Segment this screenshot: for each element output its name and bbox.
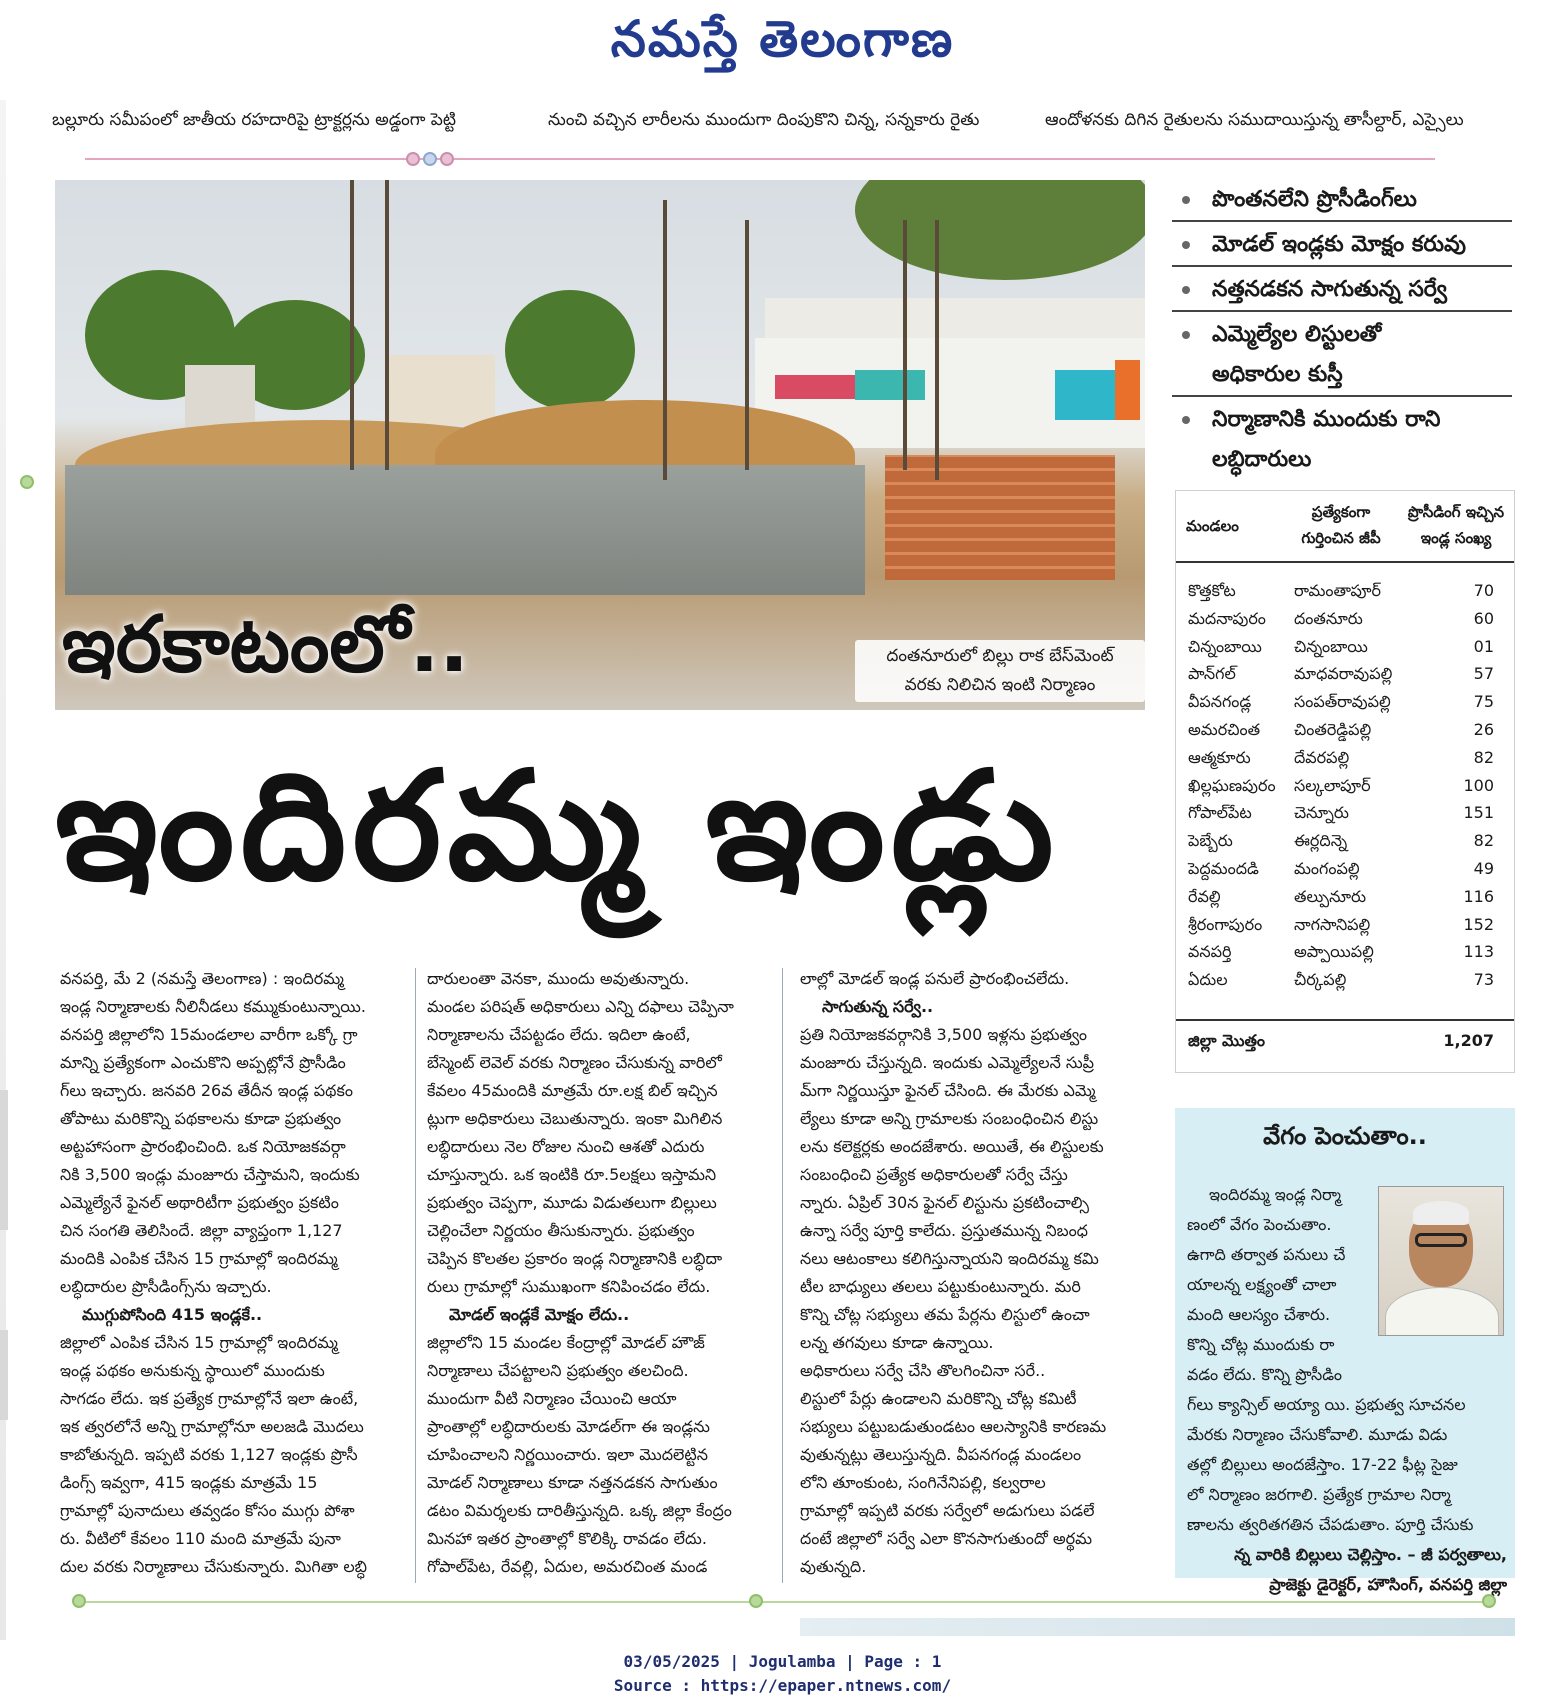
table-cell-count: 26 [1473, 720, 1494, 739]
article-line: ట్లుగా అధికారులు చెబుతున్నారు. ఇంకా మిగిలిన [427, 1109, 723, 1128]
photo-steel-rod [935, 220, 939, 480]
table-header-gp-line1: ప్రత్యేకంగా [1311, 503, 1371, 521]
table-cell-gp: ఈర్లదిన్నె [1294, 831, 1348, 851]
table-row [1176, 942, 1514, 970]
quote-body [1187, 1180, 1507, 1600]
quote-line: మేరకు నిర్మాణం చేసుకోవాలి. మూడు విడు [1187, 1425, 1448, 1444]
table-row [1176, 637, 1514, 665]
article-line: గ్రామాల్లో పునాదులు తవ్వడం కోసం ముగ్గు పోశా [60, 1501, 355, 1520]
table-header-gp-line2: గుర్తించిన జీపీ [1301, 529, 1381, 547]
article-column-2 [427, 965, 763, 1581]
highlight-item: నత్తనడకన సాగుతున్న సర్వే [1172, 270, 1512, 312]
article-line: లన్న తగవులు కూడా ఉన్నాయి. [800, 1333, 994, 1352]
quote-line: న్న వారికి బిల్లులు చెల్లిస్తాం. – జీ పర్వతాలు, [1234, 1545, 1507, 1564]
article-column-3 [800, 965, 1136, 1581]
article-line: చిన సంగతి తెలిసిందే. జిల్లా వ్యాప్తంగా 1,127 [60, 1221, 343, 1240]
photo-house [385, 355, 495, 425]
article-line: నిర్మాణాలు చేపట్టాలని ప్రభుత్వం తలచింది. [427, 1361, 689, 1380]
column-separator [782, 968, 783, 1583]
table-header-count-line2: ఇండ్ల సంఖ్య [1420, 529, 1492, 547]
table-cell-count: 60 [1473, 608, 1494, 628]
article-line: ప్రతి నియోజకవర్గానికి 3,500 ఇళ్లను ప్రభుత్వం [800, 1025, 1087, 1044]
article-line: ఇక త్వరలోనే అన్ని గ్రామాల్లోనూ అలజడి మొదలు [60, 1417, 364, 1436]
highlight-text: లబ్ధిదారులు [1212, 447, 1312, 472]
article-line: ఇండ్ల నిర్మాణాలకు నీలినీడలు కమ్ముకుంటున్నాయి. [60, 997, 366, 1016]
table-cell-gp: దేవరపల్లి [1294, 747, 1350, 767]
photo-caption-line2: వరకు నిలిచిన ఇంటి నిర్మాణం [904, 675, 1096, 695]
proceedings-table [1175, 490, 1515, 1073]
divider-ornament [20, 475, 34, 489]
footer-source: Source : https://epaper.ntnews.com/ [613, 1676, 952, 1695]
article-line: దుల వరకు నిర్మాణాలు చేసుకున్నారు. మిగితా లబ్ధి [60, 1557, 367, 1576]
table-cell-mandal: పెబ్బేరు [1188, 831, 1233, 851]
article-line: రు. వీటిలో కేవలం 110 మంది మాత్రమే పునా [60, 1529, 341, 1548]
table-row [1176, 664, 1514, 692]
article-line: లోని తూంకుంట, సంగినేనిపల్లి, కల్వరాల [800, 1473, 1046, 1492]
highlight-item: మోడల్ ఇండ్లకు మోక్షం కరువు [1172, 225, 1512, 267]
photo-steel-rod [663, 200, 667, 480]
table-total-row [1176, 1031, 1514, 1059]
table-cell-gp: చీర్కపల్లి [1294, 970, 1347, 990]
table-cell-mandal: వనపర్తి [1188, 942, 1232, 962]
table-cell-count: 151 [1463, 803, 1494, 823]
article-line: వనపర్తి, మే 2 (నమస్తే తెలంగాణ) : ఇందిరమ్మ [60, 969, 344, 988]
quote-line: ప్రాజెక్టు డైరెక్టర్, హౌసింగ్, వనపర్తి జిల్లా [1269, 1575, 1507, 1594]
table-cell-mandal: గోపాల్‌పేట [1188, 803, 1252, 823]
article-line: జిల్లాలో ఎంపిక చేసిన 15 గ్రామాల్లో ఇందిరమ్మ [60, 1333, 338, 1352]
table-cell-gp: సల్కలాపూర్ [1294, 775, 1371, 795]
table-cell-count: 100 [1463, 775, 1494, 795]
photo-laundry [1115, 360, 1140, 420]
quote-line: ణాలను త్వరితగతిన చేపడుతాం. పూర్తి చేసుకు [1187, 1515, 1474, 1534]
table-row [1176, 609, 1514, 637]
table-cell-gp: రామంతాపూర్ [1294, 581, 1381, 600]
divider-ornament [440, 152, 454, 166]
article-subheading: ముగ్గుపోసింది 415 ఇండ్లకే.. [82, 1305, 263, 1324]
table-cell-gp: తల్పునూరు [1294, 886, 1367, 906]
kicker-headline: ఇరకాటంలో.. [62, 600, 469, 690]
table-cell-mandal: కొత్తకోట [1188, 581, 1236, 600]
table-header-mandal: మండలం [1186, 517, 1239, 535]
column-separator [415, 968, 416, 1583]
table-cell-gp: మాధవరావుపల్లి [1294, 664, 1393, 684]
article-line: చూస్తున్నారు. ఒక ఇంటికి రూ.5లక్షలు ఇస్తామని [427, 1165, 717, 1184]
page-footer [0, 1650, 1565, 1698]
article-line: ల్యేలు కూడా అన్ని గ్రామాలకు సంబంధించిన లిస్టు [800, 1109, 1099, 1128]
divider-ornament [1482, 1594, 1496, 1608]
quote-line: ఉగాది తర్వాత పనులు చే [1187, 1245, 1346, 1264]
article-line: వనపర్తి జిల్లాలోని 15మండలాల వారీగా ఒక్కో గ్రా [60, 1025, 358, 1044]
quote-line: ఇందిరమ్మ ఇండ్ల నిర్మా [1209, 1185, 1342, 1204]
article-line: అట్టహాసంగా ప్రారంభించింది. ఒక నియోజకవర్గా [60, 1137, 346, 1156]
table-header-gp [1281, 499, 1401, 551]
table-row [1176, 859, 1514, 887]
highlight-text: ఎమ్మెల్యేల లిస్టులతో [1212, 322, 1382, 347]
article-line: గోపాల్‌పేట, రేవల్లి, ఏదుల, అమరచింత మండ [427, 1557, 708, 1576]
article-column-1 [60, 965, 396, 1581]
article-line: మాన్ని ప్రత్యేకంగా ఎంచుకొని అప్పట్లోనే ప్రొసీడిం [60, 1053, 346, 1072]
table-cell-gp: సంపత్‌రావుపల్లి [1294, 692, 1391, 712]
highlight-item [1172, 315, 1512, 397]
caption-strip [50, 110, 1520, 140]
table-cell-count: 152 [1463, 914, 1494, 934]
table-cell-count: 57 [1473, 664, 1494, 684]
article-line: డటం విమర్శలకు దారితీస్తున్నది. ఒక్క జిల్లా కేంద్రం [427, 1501, 732, 1520]
article-line: న్నారు. ఏప్రిల్ 30న ఫైనల్ లిస్టును ప్రకటించాల్సి [800, 1193, 1089, 1212]
article-line: టీల బాధ్యులు తలలు పట్టుకుంటున్నారు. మరి [800, 1277, 1081, 1296]
article-line: మందికి ఎంపిక చేసిన 15 గ్రామాల్లో ఇందిరమ్మ [60, 1249, 338, 1268]
table-cell-gp: దంతనూరు [1294, 608, 1363, 628]
photo-laundry [775, 375, 855, 399]
top-divider [85, 158, 1435, 160]
article-line: గ్రామాల్లో ఇప్పటి వరకు సర్వేలో అడుగులు పడలే [800, 1501, 1095, 1520]
article-line: అధికారులు సర్వే చేసి తొలగించినా సరే.. [800, 1361, 1046, 1380]
table-cell-mandal: మదనాపురం [1188, 608, 1266, 628]
article-line: కాబోతున్నది. ఇప్పటి వరకు 1,127 ఇండ్లకు ప్రొసీ [60, 1445, 358, 1464]
strip-caption-middle: నుంచి వచ్చిన లారీలను ముందుగా దింపుకొని చిన్న, సన్నకారు రైతు [548, 110, 980, 130]
photo-laundry [1055, 370, 1115, 420]
article-line: వుతున్నట్లు తెలుస్తున్నది. వీపనగండ్ల మండలం [800, 1445, 1082, 1464]
article-line: ఇండ్ల పథకం అనుకున్న స్థాయిలో ముందుకు [60, 1361, 325, 1380]
table-cell-gp: అప్పాయిపల్లి [1294, 942, 1374, 962]
article-line: మండల పరిషత్ అధికారులు ఎన్ని దఫాలు చెప్పినా [427, 997, 734, 1016]
photo-steel-rod [350, 180, 354, 470]
photo-brick-stack [885, 455, 1115, 580]
article-line: జిల్లాలోని 15 మండల కేంద్రాల్లో మోడల్ హౌజ్ [427, 1333, 705, 1352]
photo-building-roof [765, 298, 1145, 338]
table-row [1176, 748, 1514, 776]
photo-caption [855, 640, 1145, 702]
photo-laundry [855, 370, 925, 400]
divider-ornament [749, 1594, 763, 1608]
table-cell-count: 49 [1473, 859, 1494, 878]
divider-ornament [72, 1594, 86, 1608]
photo-basement-wall [65, 465, 865, 595]
article-line: ముందుగా వీటి నిర్మాణం చేయించి ఆయా [427, 1389, 677, 1408]
article-line: నలు ఆటంకాలు కలిగిస్తున్నాయని ఇందిరమ్మ కమి [800, 1249, 1099, 1268]
article-line: వుతున్నది. [800, 1557, 867, 1576]
table-row [1176, 915, 1514, 943]
strip-caption-left: బల్లూరు సమీపంలో జాతీయ రహదారిపై ట్రాక్టర్లను అడ్డంగా పెట్టి [52, 110, 456, 130]
article-line: ఎమ్మెల్యేనే ఫైనల్ అథారిటీగా ప్రభుత్వం ప్రకటిం [60, 1193, 339, 1212]
highlight-text: నిర్మాణానికి ముందుకు రాని [1212, 407, 1441, 432]
table-total-divider [1176, 1019, 1514, 1021]
bottom-divider [80, 1601, 1490, 1603]
table-cell-count: 113 [1463, 942, 1494, 962]
table-cell-gp: చింతరెడ్డిపల్లి [1294, 720, 1372, 739]
article-line: బేస్మెంట్ లెవెల్ వరకు నిర్మాణం చేసుకున్న వారిలో [427, 1053, 722, 1072]
article-line: మినహా ఇతర ప్రాంతాల్లో కొలిక్కి రావడం లేదు. [427, 1529, 707, 1548]
table-header-count-line1: ప్రొసీడింగ్ ఇచ్చిన [1407, 503, 1505, 521]
table-cell-mandal: వీపనగండ్ల [1188, 692, 1252, 712]
table-row [1176, 887, 1514, 915]
article-line: నికి 3,500 ఇండ్లు మంజూరు చేస్తామని, ఇందుకు [60, 1165, 360, 1184]
table-cell-gp: చెన్నూరు [1294, 803, 1349, 823]
table-row [1176, 776, 1514, 804]
article-line: రులు గ్రామాల్లో సుముఖంగా కనిపించడం లేదు. [427, 1277, 711, 1296]
article-line: సాగడం లేదు. ఇక ప్రత్యేక గ్రామాల్లోనే ఇలా ఉంటే, [60, 1389, 359, 1408]
table-cell-mandal: ఏదుల [1188, 970, 1228, 990]
table-cell-mandal: పెద్దమందడి [1188, 859, 1259, 878]
article-line: చెల్లించేలా నిర్ణయం తీసుకున్నారు. ప్రభుత్వం [427, 1221, 695, 1240]
photo-steel-rod [745, 220, 749, 470]
quote-title: వేగం పెంచుతాం.. [1263, 1122, 1427, 1150]
highlight-item: పొంతనలేని ప్రొసీడింగ్‌లు [1172, 180, 1512, 222]
highlight-item [1172, 400, 1512, 480]
quote-line: యాలన్న లక్ష్యంతో చాలా [1187, 1275, 1337, 1294]
article-line: చెప్పిన కొలతల ప్రకారం ఇండ్ల నిర్మాణానికి లబ్ధిదా [427, 1249, 723, 1268]
table-cell-count: 116 [1463, 886, 1494, 906]
table-cell-count: 82 [1473, 747, 1494, 767]
left-margin-bar [0, 1090, 8, 1230]
article-subheading: సాగుతున్న సర్వే.. [822, 997, 934, 1016]
table-cell-count: 82 [1473, 831, 1494, 851]
photo-steel-rod [385, 180, 389, 470]
table-total-label: జిల్లా మొత్తం [1188, 1031, 1266, 1050]
article-line: ప్రాంతాల్లో లబ్ధిదారులకు మోడల్‌గా ఈ ఇండ్లను [427, 1417, 710, 1436]
article-line: దంటే జిల్లాలో సర్వే ఎలా కొనసాగుతుందో అర్థమ [800, 1529, 1093, 1548]
table-cell-gp: చిన్నంబాయి [1294, 636, 1368, 656]
highlights-list [1172, 180, 1512, 483]
article-line: లాల్లో మోడల్ ఇండ్ల పనులే ప్రారంభించలేదు. [800, 969, 1070, 988]
article-line: లను కలెక్టర్లకు అందజేశారు. అయితే, ఈ లిస్టులకు [800, 1137, 1104, 1156]
article-line: కొన్ని చోట్ల సభ్యులు తమ పేర్లను లిస్టులో ఉంచా [800, 1305, 1090, 1324]
article-subheading: మోడల్ ఇండ్లకే మోక్షం లేదు.. [449, 1305, 630, 1324]
article-line: చూపించాలని నిర్ణయించారు. ఇలా మొదలెట్టిన [427, 1445, 708, 1464]
divider-ornament [423, 152, 437, 166]
table-cell-count: 73 [1473, 970, 1494, 990]
table-cell-count: 75 [1473, 692, 1494, 712]
table-cell-mandal: ఖిల్లఘణపురం [1188, 775, 1276, 795]
article-line: దారులంతా వెనకా, ముందు అవుతున్నారు. [427, 969, 690, 988]
table-cell-mandal: రేవల్లి [1188, 886, 1221, 906]
table-row [1176, 803, 1514, 831]
table-cell-mandal: పాన్‌గల్ [1188, 664, 1236, 684]
table-row [1176, 970, 1514, 998]
article-line: మ్‌గా నిర్ణయిస్తూ ఫైనల్ చేసింది. ఈ మేరకు ఎమ్మె [800, 1081, 1096, 1100]
photo-tree [855, 180, 1145, 280]
article-line: లబ్ధిదారుల ప్రొసీడింగ్స్‌ను ఇచ్చారు. [60, 1277, 272, 1296]
article-line: గ్‌లు ఇచ్చారు. జనవరి 26వ తేదీన ఇండ్ల పథకం [60, 1081, 353, 1100]
article-line: ప్రభుత్వం చెప్పగా, మూడు విడుతలుగా బిల్లులు [427, 1193, 717, 1212]
table-cell-mandal: చిన్నంబాయి [1188, 636, 1262, 656]
next-story-photo-edge [800, 1618, 1515, 1636]
article-line: డింగ్స్ ఇవ్వగా, 415 ఇండ్లకు మాత్రమే 15 [60, 1473, 318, 1492]
quote-line: గ్‌లు క్యాన్సిల్ అయ్యా యి. ప్రభుత్వ సూచనల [1187, 1395, 1466, 1414]
article-line: సంబంధించి ప్రత్యేక అధికారులతో సర్వే చేస్తు [800, 1165, 1068, 1184]
left-margin-bar [0, 1330, 8, 1420]
article-line: లిస్టులో పేర్లు ఉండాలని మరికొన్ని చోట్ల కమిటీ [800, 1389, 1077, 1408]
official-quote-box [1175, 1108, 1515, 1594]
strip-caption-right: ఆందోళనకు దిగిన రైతులను సముదాయిస్తున్న తాసీల్దార్, ఎస్సైలు [1045, 110, 1464, 130]
table-cell-gp: మంగంపల్లి [1294, 859, 1360, 878]
masthead-logo: నమస్తే తెలంగాణ [610, 10, 955, 68]
quote-line: ణంలో వేగం పెంచుతాం. [1187, 1215, 1332, 1234]
photo-tree [505, 290, 635, 410]
table-cell-gp: నాగసానిపల్లి [1294, 914, 1371, 934]
article-line: మంజూరు చేస్తున్నది. ఇందుకు ఎమ్మెల్యేలనే సుప్రీ [800, 1053, 1095, 1072]
table-cell-mandal: శ్రీరంగాపురం [1188, 914, 1263, 934]
quote-line: కొన్ని చోట్ల ముందుకు రా [1187, 1335, 1335, 1354]
table-header-count [1401, 499, 1511, 551]
article-line: కేవలం 45మందికి మాత్రమే రూ.లక్ష బిల్ ఇచ్చిన [427, 1081, 718, 1100]
divider-ornament [406, 152, 420, 166]
quote-line: లో నిర్మాణం జరగాలి. ప్రత్యేక గ్రామాల నిర్మా [1187, 1485, 1451, 1504]
table-cell-mandal: అమరచింత [1188, 720, 1261, 739]
article-line: తోపాటు మరికొన్ని పథకాలను కూడా ప్రభుత్వం [60, 1109, 342, 1128]
table-total-value: 1,207 [1443, 1031, 1494, 1050]
quote-line: తల్లో బిల్లులు అందజేస్తాం. 17-22 ఫీట్ల సైజు [1187, 1455, 1458, 1474]
table-row [1176, 692, 1514, 720]
table-cell-count: 01 [1473, 636, 1494, 656]
article-line: నిర్మాణాలను చేపట్టడం లేదు. ఇదిలా ఉంటే, [427, 1025, 691, 1044]
quote-line: మంది ఆలస్యం చేశారు. [1187, 1305, 1331, 1324]
article-line: మోడల్ నిర్మాణాలు కూడా నత్తనడకన సాగుతుం [427, 1473, 718, 1492]
photo-steel-rod [903, 220, 907, 470]
photo-caption-line1: దంతనూరులో బిల్లు రాక బేస్‌మెంట్ [886, 646, 1114, 666]
table-cell-mandal: ఆత్మకూరు [1188, 747, 1251, 767]
article-line: లబ్ధిదారులు నెల రోజుల నుంచి ఆశతో ఎదురు [427, 1137, 705, 1156]
table-row [1176, 831, 1514, 859]
table-row [1176, 720, 1514, 748]
quote-line: వడం లేదు. కొన్ని ప్రొసీడిం [1187, 1365, 1342, 1384]
footer-date-edition: 03/05/2025 | Jogulamba | Page : 1 [623, 1652, 942, 1671]
highlight-text: అధికారుల కుస్తీ [1212, 362, 1343, 387]
table-header [1176, 491, 1514, 563]
table-cell-count: 70 [1473, 581, 1494, 600]
article-line: సభ్యులు పట్టుబడుతుండటం ఆలస్యానికి కారణమ [800, 1417, 1107, 1436]
table-row [1176, 581, 1514, 609]
article-line: ఉన్నా సర్వే పూర్తి కాలేదు. ప్రస్తుతమున్న నిబంధ [800, 1221, 1088, 1240]
main-headline: ఇందిరమ్మ ఇండ్లు [55, 740, 1060, 914]
